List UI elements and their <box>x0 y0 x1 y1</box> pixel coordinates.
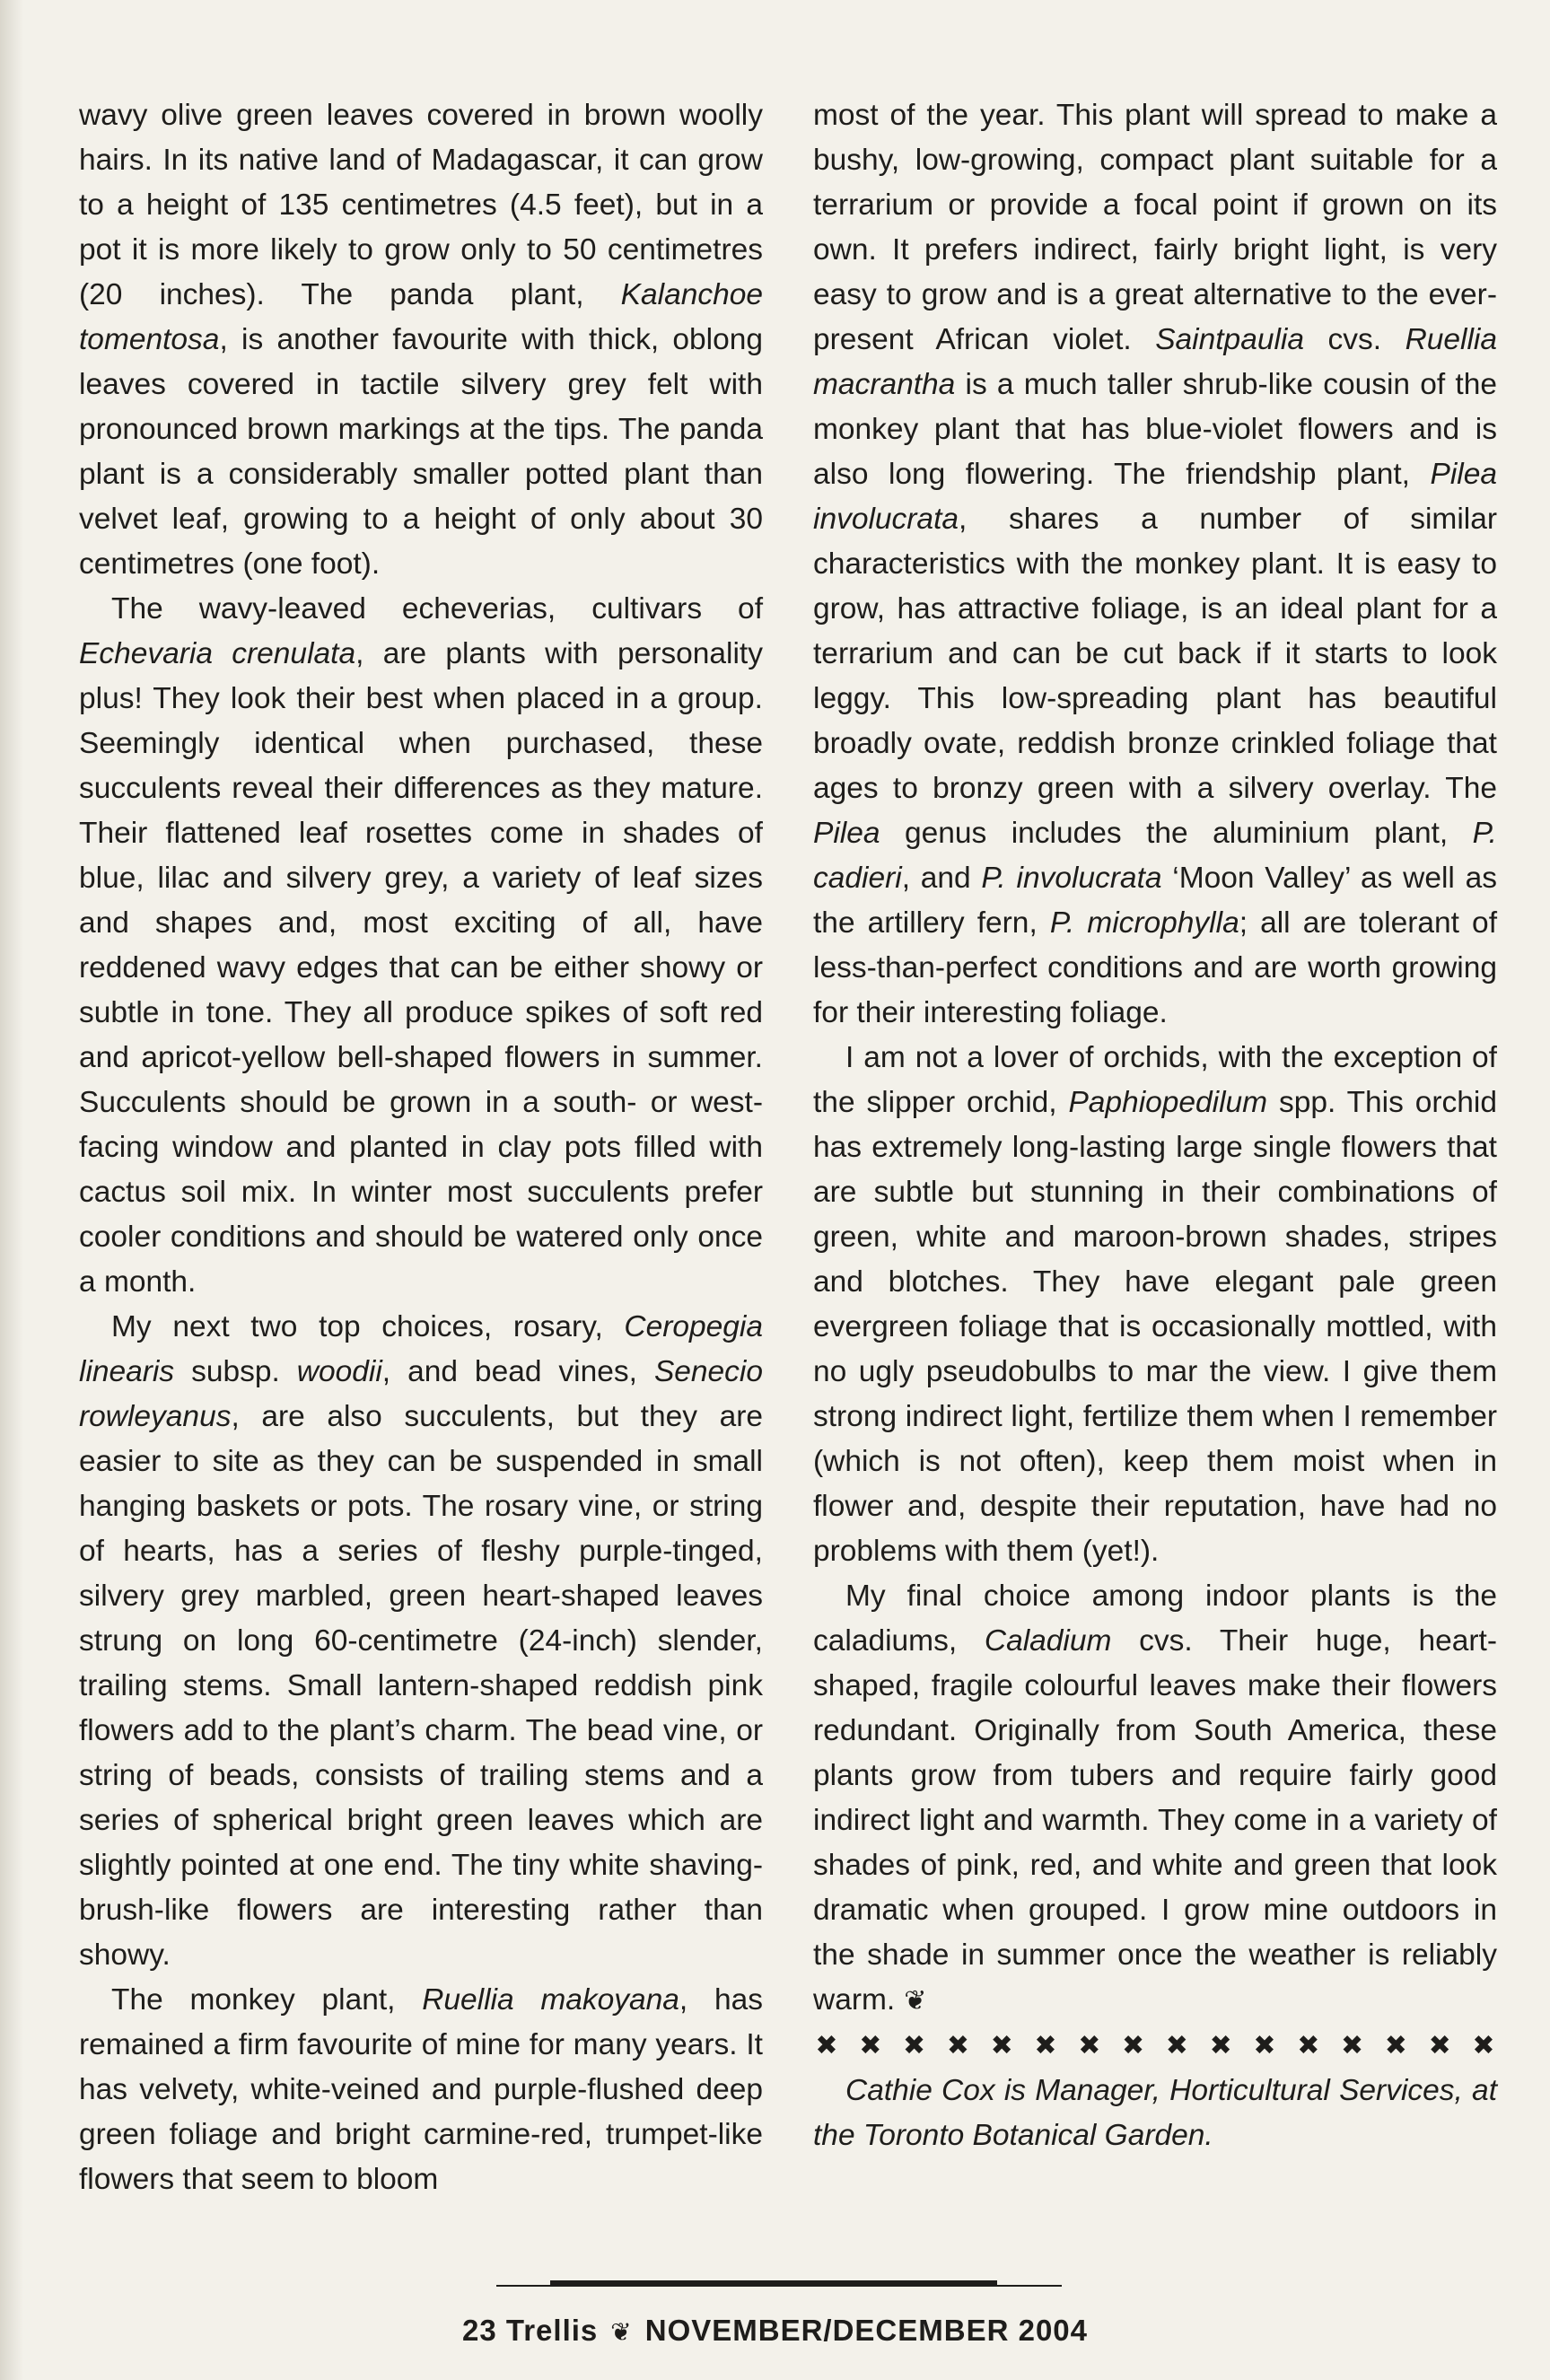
species-name: Pilea involucrata <box>813 458 1497 536</box>
paragraph <box>79 1305 763 1978</box>
text: , and <box>901 862 982 895</box>
text: most of the year. This plant will spread to make a bushy, low-growing, compact plant suitable for a terrarium or provide a focal point if grown on its own. It prefers indirect, fairly bright light, is very easy to grow and is a great alternative to the ever-present African violet. <box>813 99 1497 356</box>
ornament-icon: ✖ <box>903 2031 926 2061</box>
binding-shadow <box>0 0 23 2380</box>
ornament-icon: ✖ <box>990 2031 1013 2061</box>
species-name: Senecio rowleyanus <box>79 1355 763 1433</box>
issue-date: NOVEMBER/DECEMBER 2004 <box>644 2314 1089 2347</box>
text: , and bead vines, <box>381 1355 654 1388</box>
ornament-icon: ✖ <box>815 2031 838 2061</box>
ornament-icon: ✖ <box>1428 2031 1451 2061</box>
ornament-icon: ✖ <box>1078 2031 1101 2061</box>
text: , shares a number of similar characteristics with the monkey plant. It is easy to grow, has attractive foliage, is an ideal plant for a terrarium and can be cut back if it starts to look leggy. This low-spreading plant has beautiful broadly ovate, reddish bronze crinkled foliage that ages to bronzy green with a silvery overlay. The <box>813 503 1497 805</box>
paragraph <box>79 93 763 587</box>
text: ‘Moon Valley’ as well as the artillery fern, <box>813 862 1497 940</box>
leaf-icon: ❦ <box>904 1986 927 2016</box>
species-name: Caladium <box>984 1624 1112 1658</box>
text: spp. This orchid has extremely long-lasting large single flowers that are subtle but stunning in their combinations of green, white and maroon-brown shades, stripes and blotches. They have elegant pale green evergreen foliage that is occasionally mottled, with no ugly pseudobulbs to mar the view. I give them strong indirect light, fertilize them when I remember (which is not often), keep them moist when in flower and, despite their reputation, have had no problems with them (yet!). <box>813 1086 1497 1568</box>
ornament-divider <box>813 2024 1497 2069</box>
author-byline: Cathie Cox is Manager, Horticultural Services, at the Toronto Botanical Garden. <box>813 2074 1497 2152</box>
left-column <box>79 93 763 2247</box>
ornament-icon: ✖ <box>1165 2031 1188 2061</box>
text: is a much taller shrub-like cousin of the monkey plant that has blue-violet flowers and is also long flowering. The friendship plant, <box>813 368 1497 491</box>
text: cvs. Their huge, heart-shaped, fragile colourful leaves make their flowers redundant. Originally from South America, these plants grow from tubers and require fairly good indirect light and warmth. They come in a variety of shades of pink, red, and white and green that look dramatic when grouped. I grow mine outdoors in the shade in summer once the weather is reliably warm. <box>813 1624 1497 2017</box>
text: , are also succulents, but they are easier to site as they can be suspended in small hanging baskets or pots. The rosary vine, or string of hearts, has a series of fleshy purple-tinged, silvery grey marbled, green heart-shaped leaves strung on long 60-centimetre (24-inch) slender, trailing stems. Small lantern-shaped reddish pink flowers add to the plant’s charm. The bead vine, or string of beads, consists of trailing stems and a series of spherical bright green leaves which are slightly pointed at one end. The tiny white shaving-brush-like flowers are interesting rather than showy. <box>79 1400 763 1972</box>
species-name: P. cadieri <box>813 817 1497 895</box>
text: ; all are tolerant of less-than-perfect conditions and are worth growing for their interesting foliage. <box>813 906 1497 1029</box>
species-name: Saintpaulia <box>1155 323 1304 356</box>
leaf-icon: ❦ <box>610 2318 633 2346</box>
species-name: P. involucrata <box>981 862 1162 895</box>
text: My next two top choices, rosary, <box>111 1310 625 1343</box>
text: The wavy-leaved echeverias, cultivars of <box>111 592 763 626</box>
text: The monkey plant, <box>111 1983 423 2017</box>
ornament-icon: ✖ <box>1384 2031 1407 2061</box>
species-name: Ruellia macrantha <box>813 323 1497 401</box>
ornament-icon: ✖ <box>946 2031 969 2061</box>
text: subsp. <box>174 1355 297 1388</box>
text: , is another favourite with thick, oblong leaves covered in tactile silvery grey felt with pronounced brown markings at the tips. The panda plant is a considerably smaller potted plant than velvet leaf, growing to a height of only about 30 centimetres (one foot). <box>79 323 763 581</box>
paragraph <box>79 587 763 1305</box>
ornament-icon: ✖ <box>1122 2031 1145 2061</box>
text: , has remained a firm favourite of mine for many years. It has velvety, white-veined and purple-flushed deep green foliage and bright carmine-red, trumpet-like flowers that seem to bloom <box>79 1983 763 2196</box>
folio <box>0 2314 1550 2348</box>
right-column <box>813 93 1497 2247</box>
page-footer <box>0 2278 1550 2358</box>
ornament-icon: ✖ <box>1209 2031 1232 2061</box>
text: wavy olive green leaves covered in brown woolly hairs. In its native land of Madagascar, it can grow to a height of 135 centimetres (4.5 feet), but in a pot it is more likely to grow only to 50 centimetres (20 inches). The panda plant, <box>79 99 763 311</box>
species-name: Pilea <box>813 817 880 850</box>
footer-rule-bar <box>550 2280 997 2287</box>
page-number: 23 <box>461 2314 497 2347</box>
species-name: P. microphylla <box>1049 906 1239 940</box>
species-name: Kalanchoe tomentosa <box>79 278 763 356</box>
text: My final choice among indoor plants is the caladiums, <box>813 1579 1497 1658</box>
species-name: Ruellia makoyana <box>422 1983 679 2017</box>
ornament-icon: ✖ <box>1472 2031 1495 2061</box>
article-columns <box>79 93 1497 2247</box>
ornament-icon: ✖ <box>859 2031 882 2061</box>
paragraph <box>813 1574 1497 2024</box>
species-name: Echevaria crenulata <box>79 637 356 670</box>
paragraph <box>813 1036 1497 1574</box>
text: genus includes the aluminium plant, <box>880 817 1473 850</box>
ornament-icon: ✖ <box>1253 2031 1276 2061</box>
species-name: Paphiopedilum <box>1068 1086 1268 1119</box>
paragraph <box>79 1978 763 2202</box>
ornament-icon: ✖ <box>1340 2031 1364 2061</box>
text: cvs. <box>1303 323 1406 356</box>
text: I am not a lover of orchids, with the exception of the slipper orchid, <box>813 1041 1497 1119</box>
magazine-name: Trellis <box>505 2314 599 2347</box>
species-name: woodii <box>296 1355 382 1388</box>
text: , are plants with personality plus! They look their best when placed in a group. Seemingly identical when purchased, these succulents reveal their differences as they mature. Their flattened leaf rosettes come in shades of blue, lilac and silvery grey, a variety of leaf sizes and shapes and, most exciting of all, have reddened wavy edges that can be either showy or subtle in tone. They all produce spikes of soft red and apricot-yellow bell-shaped flowers in summer. Succulents should be grown in a south- or west-facing window and planted in clay pots filled with cactus soil mix. In winter most succulents prefer cooler conditions and should be watered only once a month. <box>79 637 763 1299</box>
species-name: Ceropegia linearis <box>79 1310 763 1388</box>
ornament-icon: ✖ <box>1034 2031 1057 2061</box>
ornament-icon: ✖ <box>1297 2031 1320 2061</box>
paragraph <box>813 93 1497 1036</box>
